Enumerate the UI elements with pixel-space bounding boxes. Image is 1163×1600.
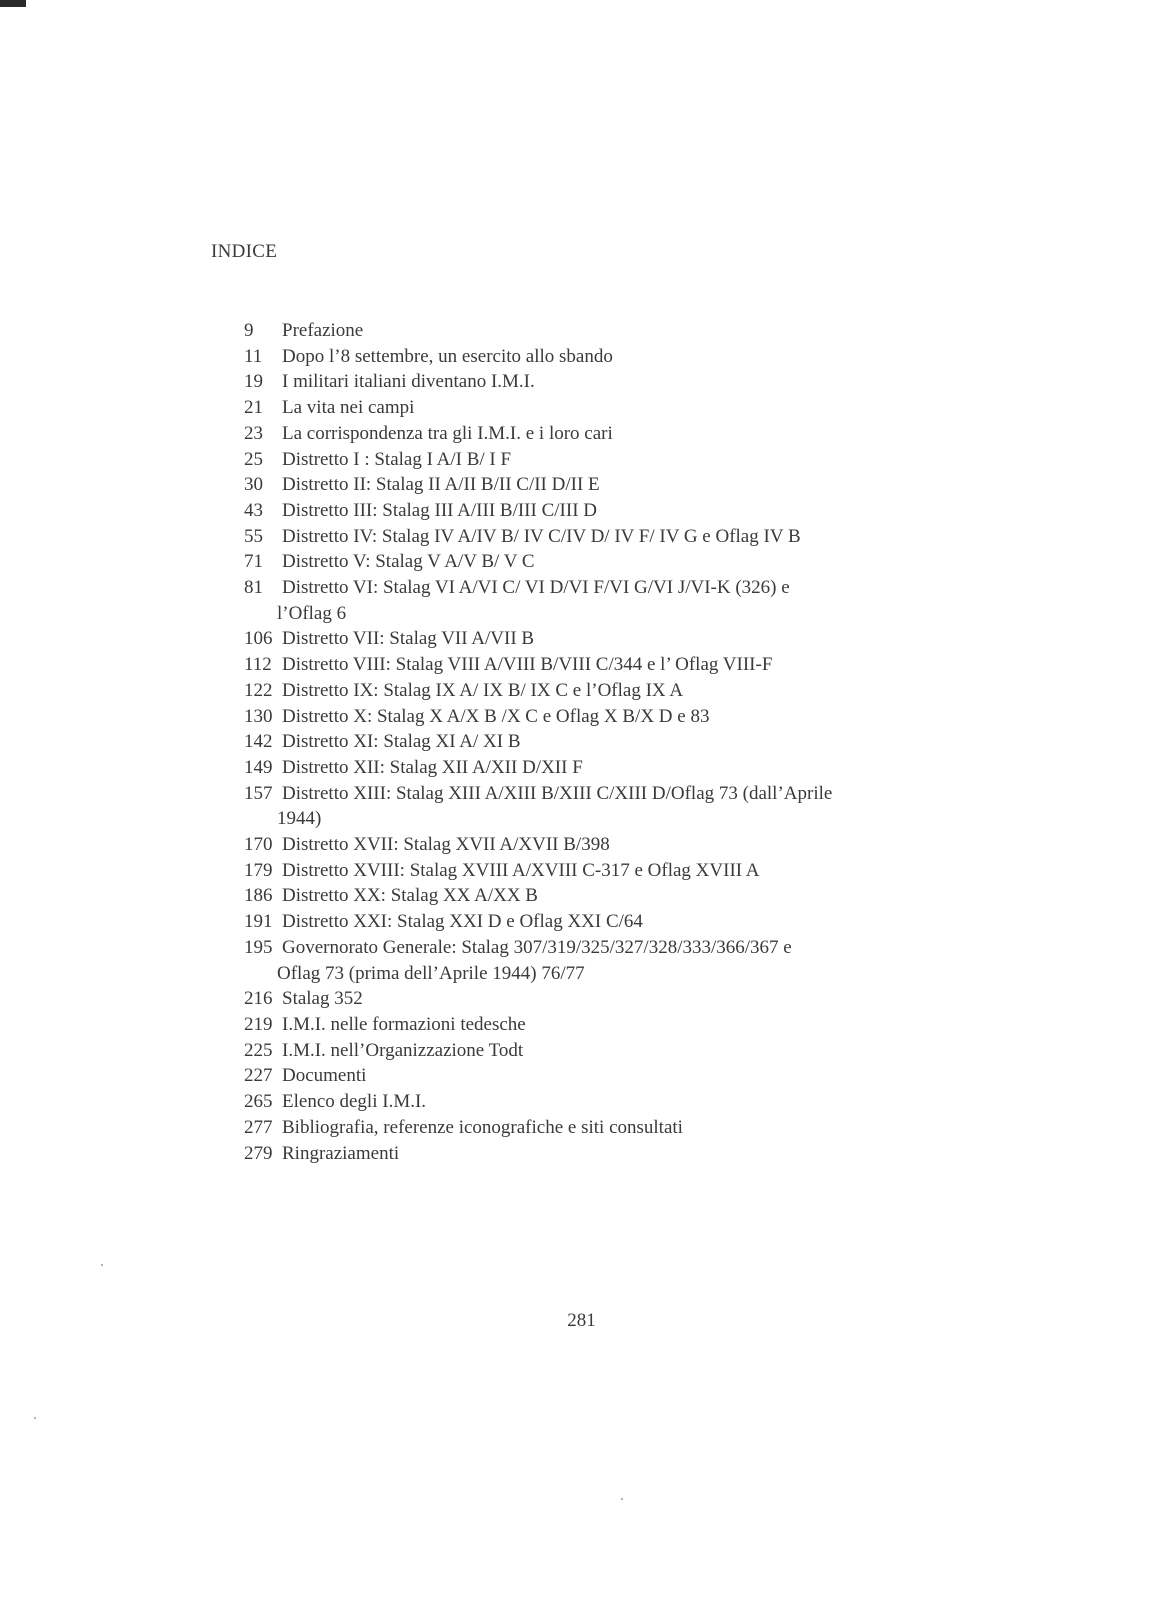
toc-title-line: Distretto VI: Stalag VI A/VI C/ VI D/VI F/VI G/VI J/VI-K (326) e: [282, 577, 790, 599]
toc-entry-title: [282, 704, 964, 730]
page-title: INDICE: [211, 241, 278, 262]
toc-page-number: 112: [244, 654, 272, 676]
toc-title-line: Distretto I : Stalag I A/I B/ I F: [282, 448, 512, 470]
toc-entry: [244, 781, 964, 832]
toc-page-number: 157: [244, 782, 273, 804]
toc-entry-title: [282, 1089, 964, 1115]
toc-entry: [244, 421, 964, 447]
toc-entry-title: [282, 1038, 964, 1064]
toc-entry: [244, 1012, 964, 1038]
toc-title-line: Governorato Generale: Stalag 307/319/325/327/328/333/366/367 e: [282, 936, 792, 958]
toc-entry-title: [277, 781, 964, 832]
toc-page-number: 19: [244, 371, 263, 393]
toc-entry: [244, 344, 964, 370]
toc-title-line: Elenco degli I.M.I.: [282, 1091, 427, 1113]
toc-page-number: 170: [244, 834, 273, 856]
toc-page-number: 277: [244, 1116, 273, 1138]
toc-entry: [244, 498, 964, 524]
toc-page-number: 9: [244, 320, 254, 341]
toc-entry-title: [282, 858, 964, 884]
toc-entry-title: [282, 447, 964, 473]
toc-entry: [244, 935, 964, 986]
toc-entry: [244, 1115, 964, 1141]
toc-title-continuation: Oflag 73 (prima dell’Aprile 1944) 76/77: [277, 962, 585, 984]
toc-entry-title: [282, 626, 964, 652]
scan-speck: [34, 1417, 36, 1419]
toc-title-line: La corrispondenza tra gli I.M.I. e i loro cari: [282, 422, 613, 444]
toc-title-line: Bibliografia, referenze iconografiche e siti consultati: [282, 1116, 683, 1138]
toc-entry: [244, 986, 964, 1012]
toc-title-line: Distretto XI: Stalag XI A/ XI B: [282, 731, 521, 753]
toc-entry: [244, 755, 964, 781]
toc-page-number: 279: [244, 1142, 273, 1164]
toc-entry: [244, 1141, 964, 1167]
toc-title-continuation: 1944): [277, 808, 322, 830]
toc-page-number: 265: [244, 1091, 273, 1113]
toc-entry-title: [282, 729, 964, 755]
toc-page-number: 179: [244, 859, 273, 881]
toc-entry-title: [282, 369, 964, 395]
toc-entry: [244, 729, 964, 755]
toc-page-number: 195: [244, 936, 273, 958]
toc-page-number: 225: [244, 1039, 273, 1061]
toc-title-line: Distretto XII: Stalag XII A/XII D/XII F: [282, 756, 583, 778]
toc-entry: [244, 524, 964, 550]
toc-entry: [244, 832, 964, 858]
toc-title-line: I.M.I. nell’Organizzazione Todt: [282, 1039, 524, 1061]
toc-entry: [244, 626, 964, 652]
toc-title-line: I.M.I. nelle formazioni tedesche: [282, 1013, 526, 1035]
toc-entry-title: [282, 344, 964, 370]
toc-entry: [244, 704, 964, 730]
toc-entry-title: [282, 1141, 964, 1167]
toc-entry-title: [282, 883, 964, 909]
toc-page-number: 81: [244, 577, 263, 599]
toc-page-number: 219: [244, 1013, 273, 1035]
toc-page-number: 149: [244, 756, 273, 778]
toc-entry-title: [282, 678, 964, 704]
toc-title-line: Distretto XVIII: Stalag XVIII A/XVIII C-317 e Oflag XVIII A: [282, 859, 760, 881]
scan-speck: [621, 1498, 623, 1500]
toc-title-line: La vita nei campi: [282, 397, 415, 419]
toc-entry: [244, 318, 964, 344]
toc-entry-title: [277, 575, 964, 626]
toc-page-number: 216: [244, 988, 273, 1010]
toc-page-number: 30: [244, 474, 263, 496]
toc-entry-title: [282, 755, 964, 781]
toc-entry: [244, 549, 964, 575]
toc-entry: [244, 1063, 964, 1089]
table-of-contents: [244, 318, 964, 1166]
toc-entry: [244, 858, 964, 884]
toc-entry: [244, 652, 964, 678]
toc-page-number: 106: [244, 628, 273, 650]
toc-page-number: 186: [244, 885, 273, 907]
toc-title-line: Distretto VII: Stalag VII A/VII B: [282, 628, 535, 650]
toc-title-line: I militari italiani diventano I.M.I.: [282, 371, 535, 393]
toc-page-number: 130: [244, 705, 273, 727]
page-number: 281: [567, 1310, 596, 1331]
toc-entry-title: [282, 1115, 964, 1141]
toc-entry-title: [277, 935, 964, 986]
toc-title-line: Distretto II: Stalag II A/II B/II C/II D/II E: [282, 474, 600, 496]
toc-entry-title: [282, 395, 964, 421]
toc-entry: [244, 909, 964, 935]
toc-entry-title: [282, 421, 964, 447]
scan-corner-mark: [0, 0, 26, 7]
toc-entry-title: [282, 652, 964, 678]
toc-entry-title: [282, 318, 964, 344]
toc-title-line: Stalag 352: [282, 988, 363, 1010]
toc-title-line: Prefazione: [282, 320, 364, 341]
toc-page-number: 21: [244, 397, 263, 419]
toc-title-line: Distretto V: Stalag V A/V B/ V C: [282, 551, 535, 573]
toc-title-line: Distretto VIII: Stalag VIII A/VIII B/VIII C/344 e l’ Oflag VIII-F: [282, 654, 773, 676]
toc-title-line: Distretto XIII: Stalag XIII A/XIII B/XIII C/XIII D/Oflag 73 (dall’Aprile: [282, 782, 833, 804]
toc-entry: [244, 447, 964, 473]
toc-page-number: 227: [244, 1065, 273, 1087]
toc-entry: [244, 678, 964, 704]
toc-title-line: Distretto XX: Stalag XX A/XX B: [282, 885, 538, 907]
toc-entry: [244, 472, 964, 498]
toc-title-line: Ringraziamenti: [282, 1142, 400, 1164]
toc-title-continuation: l’Oflag 6: [277, 602, 347, 624]
scan-speck: [101, 1264, 103, 1266]
toc-entry: [244, 369, 964, 395]
toc-entry-title: [282, 1063, 964, 1089]
toc-title-line: Distretto III: Stalag III A/III B/III C/III D: [282, 499, 597, 521]
toc-page-number: 55: [244, 525, 263, 547]
toc-entry-title: [282, 986, 964, 1012]
toc-title-line: Distretto X: Stalag X A/X B /X C e Oflag X B/X D e 83: [282, 705, 710, 727]
toc-entry-title: [282, 1012, 964, 1038]
toc-entry: [244, 1038, 964, 1064]
toc-page-number: 25: [244, 448, 263, 470]
toc-entry: [244, 395, 964, 421]
toc-entry-title: [282, 909, 964, 935]
toc-page-number: 142: [244, 731, 273, 753]
toc-entry-title: [282, 472, 964, 498]
toc-entry-title: [282, 549, 964, 575]
toc-page-number: 122: [244, 679, 273, 701]
toc-entry-title: [282, 524, 964, 550]
toc-entry: [244, 883, 964, 909]
toc-title-line: Documenti: [282, 1065, 367, 1087]
toc-entry-title: [282, 832, 964, 858]
toc-title-line: Distretto XVII: Stalag XVII A/XVII B/398: [282, 834, 610, 856]
toc-page-number: 11: [244, 345, 263, 367]
toc-page-number: 43: [244, 499, 263, 521]
toc-entry-title: [282, 498, 964, 524]
toc-page-number: 71: [244, 551, 263, 573]
toc-title-line: Distretto XXI: Stalag XXI D e Oflag XXI C/64: [282, 911, 643, 933]
toc-title-line: Dopo l’8 settembre, un esercito allo sbando: [282, 345, 613, 367]
toc-title-line: Distretto IX: Stalag IX A/ IX B/ IX C e l’Oflag IX A: [282, 679, 684, 701]
toc-page-number: 23: [244, 422, 263, 444]
toc-page-number: 191: [244, 911, 273, 933]
toc-title-line: Distretto IV: Stalag IV A/IV B/ IV C/IV D/ IV F/ IV G e Oflag IV B: [282, 525, 801, 547]
toc-entry: [244, 575, 964, 626]
toc-entry: [244, 1089, 964, 1115]
